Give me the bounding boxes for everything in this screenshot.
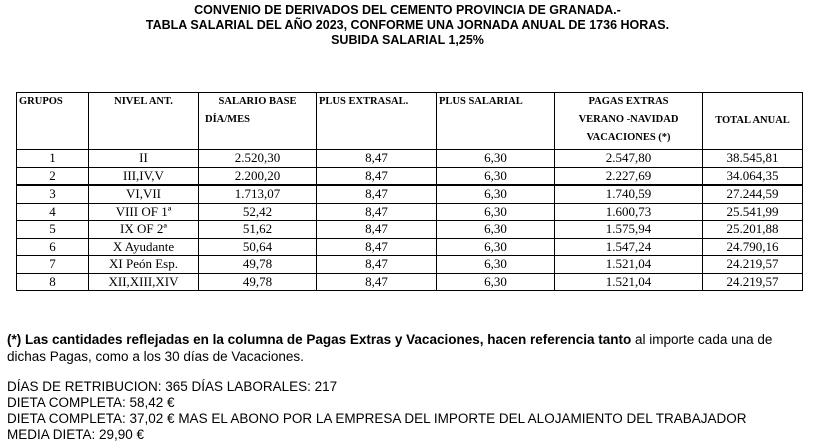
header-salario-line1: SALARIO BASE: [218, 96, 297, 107]
header-nivel: NIVEL ANT.: [89, 93, 199, 150]
header-title: CONVENIO DE DERIVADOS DEL CEMENTO PROVINCIA DE GRANADA.-: [194, 3, 621, 17]
cell-pagas: 2.227,69: [555, 167, 703, 185]
info-retribution-days: DÍAS DE RETRIBUCION: 365 DÍAS LABORALES: 217: [7, 379, 338, 394]
cell-plus-salarial: 6,30: [437, 167, 555, 185]
cell-plus-salarial: 6,30: [437, 185, 555, 203]
cell-plus-extrasal: 8,47: [317, 203, 437, 221]
cell-plus-extrasal: 8,47: [317, 221, 437, 239]
table-row: [17, 256, 803, 274]
table-header-row: [17, 93, 803, 150]
cell-salario: 49,78: [199, 256, 317, 274]
cell-grupo: 8: [17, 273, 89, 291]
cell-salario: 50,64: [199, 238, 317, 256]
table-row: [17, 150, 803, 168]
table-row: [17, 221, 803, 239]
cell-plus-salarial: 6,30: [437, 273, 555, 291]
cell-pagas: 1.600,73: [555, 203, 703, 221]
cell-nivel: VIII OF 1ª: [89, 203, 199, 221]
cell-pagas: 1.547,24: [555, 238, 703, 256]
header-total: [703, 93, 803, 150]
header-plus-extrasal: PLUS EXTRASAL.: [317, 93, 437, 150]
cell-total: 24.790,16: [703, 238, 803, 256]
cell-pagas: 1.575,94: [555, 221, 703, 239]
cell-salario: 2.520,30: [199, 150, 317, 168]
cell-pagas: 1.521,04: [555, 256, 703, 274]
cell-total: 34.064,35: [703, 167, 803, 185]
cell-grupo: 3: [17, 185, 89, 203]
allowances-info: [7, 379, 746, 443]
table-row: [17, 238, 803, 256]
cell-total: 27.244,59: [703, 185, 803, 203]
header-grupos: GRUPOS: [17, 93, 89, 150]
table-row: [17, 203, 803, 221]
cell-grupo: 7: [17, 256, 89, 274]
salary-table: [16, 92, 803, 291]
cell-plus-salarial: 6,30: [437, 203, 555, 221]
cell-salario: 52,42: [199, 203, 317, 221]
cell-nivel: II: [89, 150, 199, 168]
cell-total: 24.219,57: [703, 256, 803, 274]
cell-total: 25.541,99: [703, 203, 803, 221]
document-header: [0, 3, 815, 48]
header-plus-salarial: PLUS SALARIAL: [437, 93, 555, 150]
cell-grupo: 1: [17, 150, 89, 168]
table-row: [17, 167, 803, 185]
header-raise: SUBIDA SALARIAL 1,25%: [331, 33, 484, 47]
cell-nivel: X Ayudante: [89, 238, 199, 256]
info-half-diet: MEDIA DIETA: 29,90 €: [7, 427, 145, 442]
cell-salario: 49,78: [199, 273, 317, 291]
header-pagas-line3: VACACIONES (*): [586, 132, 671, 143]
footnote: [7, 331, 812, 365]
header-salario: [199, 93, 317, 150]
cell-pagas: 1.740,59: [555, 185, 703, 203]
cell-plus-extrasal: 8,47: [317, 167, 437, 185]
cell-grupo: 5: [17, 221, 89, 239]
cell-plus-salarial: 6,30: [437, 256, 555, 274]
cell-nivel: XI Peón Esp.: [89, 256, 199, 274]
cell-plus-salarial: 6,30: [437, 221, 555, 239]
cell-nivel: III,IV,V: [89, 167, 199, 185]
cell-plus-salarial: 6,30: [437, 150, 555, 168]
cell-pagas: 2.547,80: [555, 150, 703, 168]
footnote-normal: al importe cada una de dichas Pagas, como a los 30 días de Vacaciones.: [7, 332, 773, 364]
cell-nivel: XII,XIII,XIV: [89, 273, 199, 291]
cell-salario: 1.713,07: [199, 185, 317, 203]
header-salario-line2: DÍA/MES: [205, 114, 250, 125]
cell-salario: 51,62: [199, 221, 317, 239]
cell-plus-extrasal: 8,47: [317, 238, 437, 256]
cell-grupo: 6: [17, 238, 89, 256]
cell-total: 25.201,88: [703, 221, 803, 239]
cell-total: 38.545,81: [703, 150, 803, 168]
cell-plus-extrasal: 8,47: [317, 150, 437, 168]
cell-plus-extrasal: 8,47: [317, 273, 437, 291]
cell-grupo: 4: [17, 203, 89, 221]
info-full-diet-lodging: DIETA COMPLETA: 37,02 € MAS EL ABONO POR LA EMPRESA DEL IMPORTE DEL ALOJAMIENTO DEL TRABAJADOR: [7, 411, 747, 426]
header-total-label: TOTAL ANUAL: [715, 115, 790, 126]
cell-plus-salarial: 6,30: [437, 238, 555, 256]
cell-nivel: VI,VII: [89, 185, 199, 203]
cell-nivel: IX OF 2ª: [89, 221, 199, 239]
header-subtitle: TABLA SALARIAL DEL AÑO 2023, CONFORME UNA JORNADA ANUAL DE 1736 HORAS.: [145, 18, 670, 32]
header-pagas-line2: VERANO -NAVIDAD: [578, 114, 679, 125]
cell-plus-extrasal: 8,47: [317, 185, 437, 203]
cell-pagas: 1.521,04: [555, 273, 703, 291]
table-row: [17, 185, 803, 203]
cell-salario: 2.200,20: [199, 167, 317, 185]
header-pagas: [555, 93, 703, 150]
footnote-bold: (*) Las cantidades reflejadas en la columna de Pagas Extras y Vacaciones, hacen referencia tanto: [7, 332, 632, 347]
header-pagas-line1: PAGAS EXTRAS: [588, 96, 669, 107]
info-full-diet: DIETA COMPLETA: 58,42 €: [7, 395, 175, 410]
cell-total: 24.219,57: [703, 273, 803, 291]
cell-grupo: 2: [17, 167, 89, 185]
table-row: [17, 273, 803, 291]
cell-plus-extrasal: 8,47: [317, 256, 437, 274]
